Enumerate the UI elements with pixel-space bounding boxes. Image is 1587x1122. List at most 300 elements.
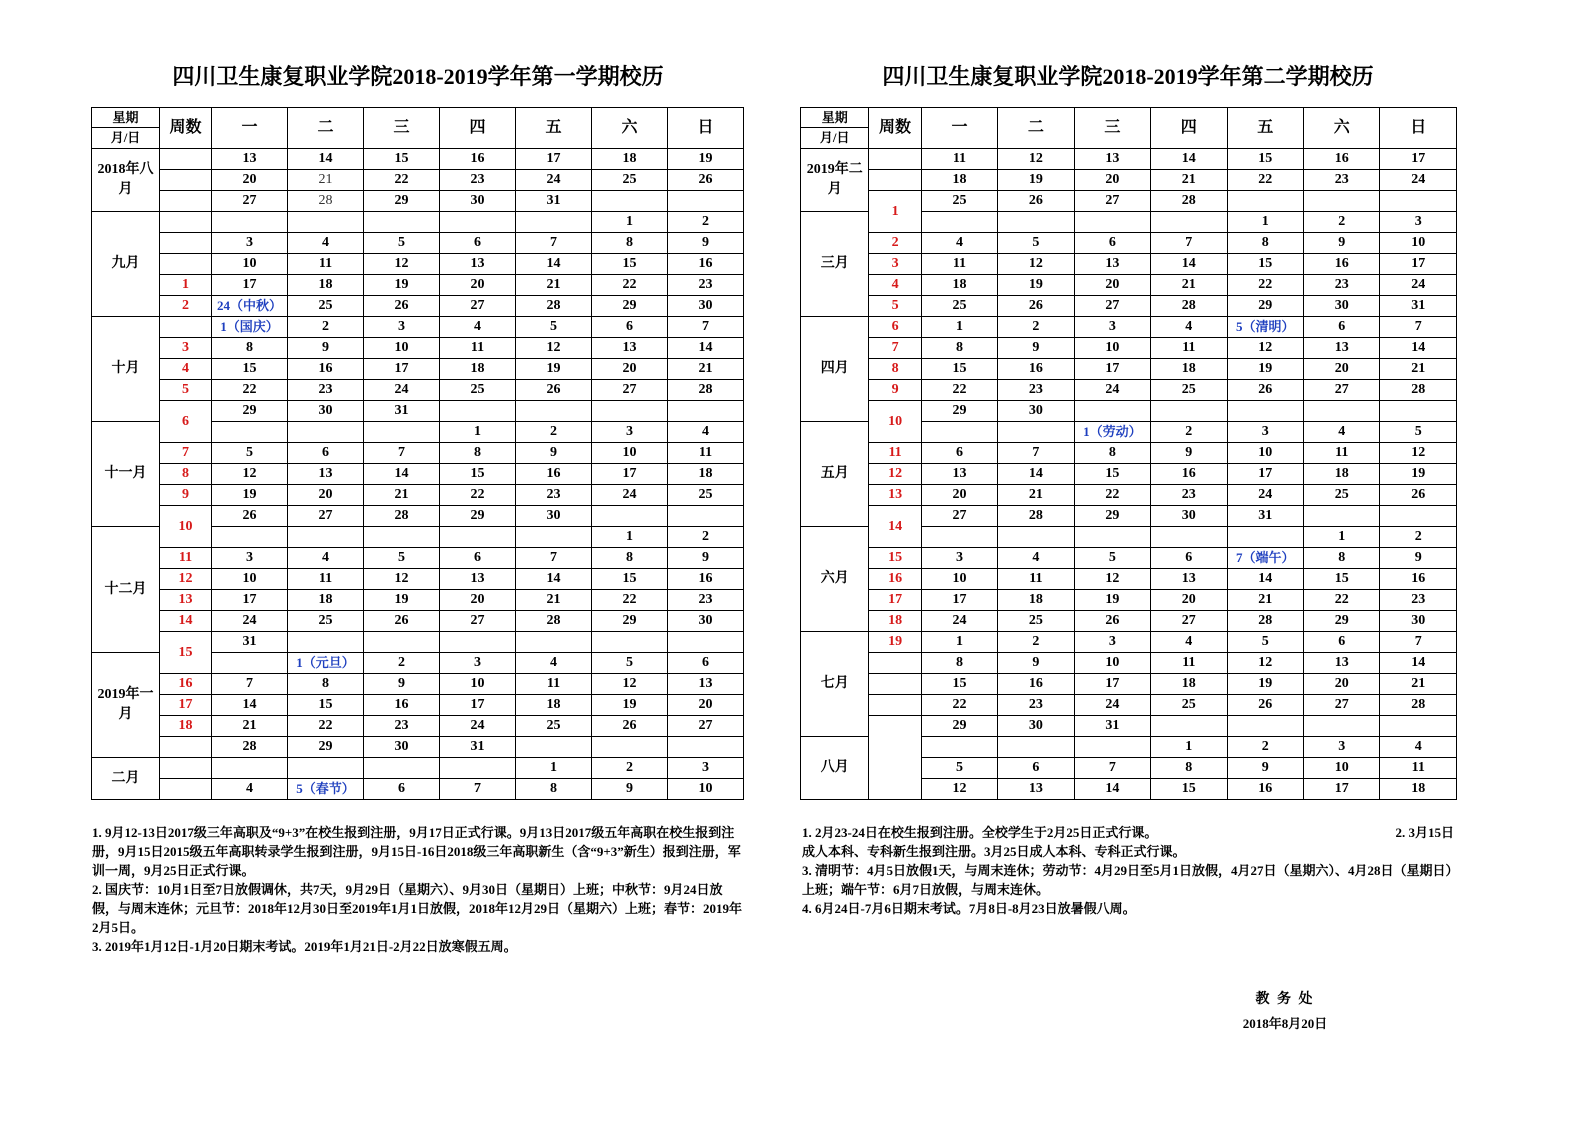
day-cell: 29 [921, 716, 997, 737]
week-row [92, 611, 744, 632]
week-row [92, 359, 744, 380]
day-cell: 23 [668, 275, 744, 296]
day-cell: 26 [592, 716, 668, 737]
day-cell: 11 [921, 149, 997, 170]
week-number: 8 [160, 464, 212, 485]
day-cell: 21 [668, 359, 744, 380]
note: 1. 9月12-13日2017级三年高职及“9+3”在校生报到注册，9月17日正式行课。9月13日2017级五年高职在校生报到注册，9月15日2015级五年高职转录学生报到注册，9月15日-16日2018级三年高职新生（含“9+3”新生）报到注册，军训一周，9月25日正式行课。 [92, 825, 741, 878]
note-text: 1. 2月23-24日在校生报到注册。全校学生于2月25日正式行课。 [802, 825, 1158, 840]
day-cell: 5 [364, 548, 440, 569]
day-cell: 24 [1227, 485, 1303, 506]
day-cell: 16 [1303, 254, 1379, 275]
week-number [869, 149, 921, 170]
day-cell: 7 [1380, 632, 1457, 653]
day-cell: 19 [668, 149, 744, 170]
day-cell: 25 [921, 296, 997, 317]
day-cell: 4 [1151, 632, 1227, 653]
day-cell: 17 [1227, 464, 1303, 485]
day-cell: 15 [1227, 254, 1303, 275]
week-number: 3 [869, 254, 921, 275]
week-number: 2 [160, 296, 212, 317]
day-cell: 17 [1074, 674, 1150, 695]
day-cell: 3 [364, 317, 440, 338]
day-cell: 20 [921, 485, 997, 506]
day-cell: 15 [212, 359, 288, 380]
day-cell: 14 [1074, 779, 1150, 800]
week-number: 15 [869, 548, 921, 569]
week-row [92, 758, 744, 779]
day-cell: 2 [998, 632, 1074, 653]
week-number: 13 [869, 485, 921, 506]
day-cell: 29 [364, 191, 440, 212]
week-row [92, 443, 744, 464]
day-cell: 20 [440, 590, 516, 611]
day-cell: 30 [288, 401, 364, 422]
day-cell: 30 [668, 296, 744, 317]
day-cell: 26 [1074, 611, 1150, 632]
day-cell: 18 [998, 590, 1074, 611]
day-cell: 26 [998, 296, 1074, 317]
day-cell [516, 212, 592, 233]
day-cell: 13 [212, 149, 288, 170]
day-cell: 6 [998, 758, 1074, 779]
day-cell: 5 [364, 233, 440, 254]
day-cell: 10 [921, 569, 997, 590]
day-cell [1303, 716, 1379, 737]
day-cell: 27 [288, 506, 364, 527]
day-cell: 18 [592, 149, 668, 170]
day-cell: 16 [1151, 464, 1227, 485]
week-number: 17 [869, 590, 921, 611]
day-cell [1303, 506, 1379, 527]
day-cell [668, 632, 744, 653]
day-cell: 5 [592, 653, 668, 674]
day-cell [1380, 716, 1457, 737]
day-cell: 20 [1074, 170, 1150, 191]
day-cell: 26 [1227, 380, 1303, 401]
day-cell: 28 [516, 296, 592, 317]
day-cell: 24 [212, 611, 288, 632]
day-cell: 18 [668, 464, 744, 485]
day-cell: 10 [364, 338, 440, 359]
day-cell: 26 [516, 380, 592, 401]
day-cell: 7 [1380, 317, 1457, 338]
day-cell: 11 [1380, 758, 1457, 779]
day-cell: 26 [364, 296, 440, 317]
day-cell: 28 [288, 191, 364, 212]
day-cell: 9 [1380, 548, 1457, 569]
day-cell: 19 [998, 275, 1074, 296]
day-cell: 6 [1303, 317, 1379, 338]
day-cell: 15 [921, 674, 997, 695]
day-cell: 1（国庆） [212, 317, 288, 338]
day-cell: 14 [1380, 338, 1457, 359]
week-number [160, 212, 212, 233]
week-number [160, 149, 212, 170]
day-cell: 7 [516, 548, 592, 569]
day-cell: 20 [592, 359, 668, 380]
day-cell: 25 [668, 485, 744, 506]
day-cell: 3 [212, 548, 288, 569]
day-cell: 18 [516, 695, 592, 716]
day-cell: 29 [592, 296, 668, 317]
issue-date: 2018年8月20日 [1242, 1016, 1328, 1031]
day-cell: 2 [668, 527, 744, 548]
day-cell: 16 [668, 254, 744, 275]
day-cell: 16 [668, 569, 744, 590]
day-cell: 1 [1227, 212, 1303, 233]
day-cell: 23 [1303, 170, 1379, 191]
day-cell: 28 [1227, 611, 1303, 632]
day-cell: 27 [440, 611, 516, 632]
week-number: 2 [869, 233, 921, 254]
day-cell: 8 [592, 233, 668, 254]
day-cell: 3 [592, 422, 668, 443]
day-cell: 13 [921, 464, 997, 485]
week-row [92, 779, 744, 800]
note: 2. 国庆节：10月1日至7日放假调休，共7天，9月29日（星期六）、9月30日（星期日）上班；中秋节：9月24日放假，与周末连休；元旦节：2018年12月30日至2019年1月1日放假，2018年12月29日（星期六）上班；春节：2019年2月5日。 [92, 882, 743, 935]
day-cell [1380, 401, 1457, 422]
day-cell [1227, 401, 1303, 422]
day-cell: 14 [516, 569, 592, 590]
day-cell: 5（春节） [288, 779, 364, 800]
day-cell: 4 [440, 317, 516, 338]
week-row [801, 170, 1457, 191]
day-cell: 27 [1151, 611, 1227, 632]
note-text: 2. 3月15日 [1395, 825, 1454, 840]
day-cell: 7 [364, 443, 440, 464]
day-cell: 13 [1303, 338, 1379, 359]
day-cell: 9 [288, 338, 364, 359]
week-row [92, 485, 744, 506]
day-cell: 15 [592, 254, 668, 275]
day-cell: 6 [668, 653, 744, 674]
day-cell: 27 [1074, 296, 1150, 317]
day-cell: 23 [1151, 485, 1227, 506]
day-cell: 17 [516, 149, 592, 170]
weekday-header: 一 [212, 108, 288, 149]
day-cell: 31 [516, 191, 592, 212]
day-cell: 27 [440, 296, 516, 317]
day-cell: 8 [1074, 443, 1150, 464]
day-cell: 25 [1151, 380, 1227, 401]
day-cell: 21 [364, 485, 440, 506]
week-row [92, 254, 744, 275]
day-cell: 2 [998, 317, 1074, 338]
week-row [801, 548, 1457, 569]
week-row [801, 191, 1457, 212]
week-number: 7 [160, 443, 212, 464]
day-cell: 9 [998, 338, 1074, 359]
day-cell: 7 [998, 443, 1074, 464]
week-row [801, 464, 1457, 485]
day-cell: 14 [998, 464, 1074, 485]
week-row [92, 170, 744, 191]
day-cell: 17 [1380, 254, 1457, 275]
day-cell: 4 [1380, 737, 1457, 758]
day-cell: 25 [921, 191, 997, 212]
week-row [801, 338, 1457, 359]
day-cell: 28 [212, 737, 288, 758]
day-cell: 15 [1074, 464, 1150, 485]
day-cell: 13 [1074, 254, 1150, 275]
day-cell: 5（清明） [1227, 317, 1303, 338]
day-cell: 12 [364, 569, 440, 590]
day-cell: 29 [1227, 296, 1303, 317]
day-cell: 31 [212, 632, 288, 653]
day-cell: 9 [364, 674, 440, 695]
day-cell: 11 [440, 338, 516, 359]
day-cell: 15 [921, 359, 997, 380]
day-cell: 18 [1151, 359, 1227, 380]
week-number: 7 [869, 338, 921, 359]
day-cell: 12 [1227, 653, 1303, 674]
day-cell: 14 [1227, 569, 1303, 590]
day-cell: 22 [1074, 485, 1150, 506]
day-cell: 14 [1151, 149, 1227, 170]
weekday-caption: 星期 [801, 108, 868, 128]
day-cell: 11 [921, 254, 997, 275]
month-label: 五月 [801, 422, 869, 527]
day-cell: 8 [921, 338, 997, 359]
day-cell: 22 [921, 380, 997, 401]
day-cell: 10 [592, 443, 668, 464]
semester2-calendar-table [800, 107, 1457, 800]
week-row [801, 317, 1457, 338]
week-number: 17 [160, 695, 212, 716]
day-cell: 16 [288, 359, 364, 380]
day-cell: 3 [668, 758, 744, 779]
day-cell: 22 [1227, 275, 1303, 296]
day-cell: 20 [1303, 674, 1379, 695]
day-cell: 9 [668, 548, 744, 569]
week-row [92, 380, 744, 401]
week-row [801, 359, 1457, 380]
day-cell: 27 [1303, 380, 1379, 401]
day-cell [1074, 401, 1150, 422]
day-cell: 22 [440, 485, 516, 506]
day-cell [592, 632, 668, 653]
week-number [160, 737, 212, 758]
day-cell: 19 [212, 485, 288, 506]
day-cell: 1 [921, 632, 997, 653]
day-cell: 4 [288, 233, 364, 254]
week-number: 19 [869, 632, 921, 653]
note: 3. 2019年1月12日-1月20日期末考试。2019年1月21日-2月22日放寒假五周。 [92, 939, 517, 954]
day-cell: 17 [592, 464, 668, 485]
day-cell: 7 [1151, 233, 1227, 254]
week-number [160, 758, 212, 779]
week-number: 10 [869, 401, 921, 443]
day-cell: 22 [288, 716, 364, 737]
day-cell: 3 [1303, 737, 1379, 758]
day-cell [1151, 716, 1227, 737]
day-cell: 20 [440, 275, 516, 296]
day-cell: 10 [1074, 338, 1150, 359]
day-cell: 17 [212, 275, 288, 296]
day-cell: 5 [1074, 548, 1150, 569]
day-cell: 24 [1074, 380, 1150, 401]
day-cell [921, 737, 997, 758]
day-cell [212, 527, 288, 548]
day-cell: 13 [592, 338, 668, 359]
day-cell: 12 [1227, 338, 1303, 359]
day-cell: 9 [516, 443, 592, 464]
day-cell: 27 [1074, 191, 1150, 212]
note: 3. 清明节：4月5日放假1天，与周末连休；劳动节：4月29日至5月1日放假，4月27日（星期六）、4月28日（星期日）上班；端午节：6月7日放假，与周末连休。 [802, 863, 1453, 897]
week-row [801, 149, 1457, 170]
day-cell: 12 [998, 254, 1074, 275]
week-row [801, 590, 1457, 611]
day-cell: 16 [998, 359, 1074, 380]
weekday-header: 日 [668, 108, 744, 149]
week-number [869, 695, 921, 716]
day-cell: 2 [1151, 422, 1227, 443]
day-cell [288, 212, 364, 233]
day-cell [1074, 527, 1150, 548]
day-cell: 17 [212, 590, 288, 611]
day-cell: 1 [1151, 737, 1227, 758]
day-cell: 11 [998, 569, 1074, 590]
day-cell: 16 [1380, 569, 1457, 590]
week-number: 13 [160, 590, 212, 611]
day-cell: 13 [1151, 569, 1227, 590]
week-row [92, 233, 744, 254]
week-number [869, 674, 921, 695]
week-number: 18 [160, 716, 212, 737]
day-cell [1151, 401, 1227, 422]
day-cell [364, 212, 440, 233]
week-number: 9 [869, 380, 921, 401]
day-cell: 23 [288, 380, 364, 401]
week-number [869, 716, 921, 800]
day-cell: 4 [921, 233, 997, 254]
day-cell: 23 [998, 380, 1074, 401]
weekday-header: 日 [1380, 108, 1457, 149]
day-cell: 18 [440, 359, 516, 380]
week-number: 5 [869, 296, 921, 317]
weekday-header: 四 [1151, 108, 1227, 149]
day-cell: 16 [516, 464, 592, 485]
day-cell [1151, 212, 1227, 233]
day-cell: 12 [364, 254, 440, 275]
week-row [801, 569, 1457, 590]
week-number: 12 [160, 569, 212, 590]
day-cell: 21 [1227, 590, 1303, 611]
day-cell: 11 [1151, 338, 1227, 359]
day-cell: 29 [1074, 506, 1150, 527]
day-cell: 3 [1380, 212, 1457, 233]
day-cell: 10 [1303, 758, 1379, 779]
week-row [92, 212, 744, 233]
day-cell: 7 [1074, 758, 1150, 779]
day-cell: 30 [668, 611, 744, 632]
day-cell [1380, 506, 1457, 527]
day-cell: 4 [212, 779, 288, 800]
day-cell: 19 [516, 359, 592, 380]
day-cell [592, 506, 668, 527]
day-cell: 7 [516, 233, 592, 254]
day-cell: 18 [921, 275, 997, 296]
day-cell: 20 [1074, 275, 1150, 296]
day-cell: 10 [440, 674, 516, 695]
day-cell: 1 [592, 212, 668, 233]
week-number: 8 [869, 359, 921, 380]
day-cell [921, 422, 997, 443]
week-number: 5 [160, 380, 212, 401]
day-cell [1227, 527, 1303, 548]
corner-header [92, 108, 160, 149]
day-cell: 7 [440, 779, 516, 800]
week-number: 1 [869, 191, 921, 233]
week-row [92, 716, 744, 737]
day-cell: 25 [998, 611, 1074, 632]
day-cell: 11 [668, 443, 744, 464]
day-cell: 24 [364, 380, 440, 401]
day-cell: 2 [364, 653, 440, 674]
day-cell: 21 [212, 716, 288, 737]
day-cell: 17 [440, 695, 516, 716]
day-cell [440, 758, 516, 779]
day-cell: 29 [1303, 611, 1379, 632]
day-cell: 3 [440, 653, 516, 674]
week-number: 9 [160, 485, 212, 506]
week-row [92, 674, 744, 695]
week-row [801, 443, 1457, 464]
day-cell: 27 [212, 191, 288, 212]
day-cell: 30 [1380, 611, 1457, 632]
day-cell: 5 [212, 443, 288, 464]
week-number [160, 317, 212, 338]
day-cell [998, 212, 1074, 233]
day-cell: 10 [212, 569, 288, 590]
day-cell: 28 [1151, 296, 1227, 317]
day-cell: 21 [1380, 359, 1457, 380]
day-cell: 1（劳动） [1074, 422, 1150, 443]
day-cell: 25 [1303, 485, 1379, 506]
day-cell: 20 [288, 485, 364, 506]
week-row [801, 233, 1457, 254]
day-cell: 19 [998, 170, 1074, 191]
weekday-header: 六 [592, 108, 668, 149]
day-cell: 6 [288, 443, 364, 464]
day-cell: 8 [516, 779, 592, 800]
day-cell: 24 [440, 716, 516, 737]
week-number: 11 [160, 548, 212, 569]
day-cell: 2 [668, 212, 744, 233]
day-cell: 8 [288, 674, 364, 695]
day-cell: 19 [592, 695, 668, 716]
day-cell [668, 737, 744, 758]
semester2-notes [802, 823, 1454, 918]
day-cell: 16 [440, 149, 516, 170]
month-label: 九月 [92, 212, 160, 317]
weekday-header: 二 [288, 108, 364, 149]
day-cell: 23 [440, 170, 516, 191]
weekday-header: 三 [364, 108, 440, 149]
week-number [160, 779, 212, 800]
day-cell: 9 [1151, 443, 1227, 464]
day-cell: 21 [516, 275, 592, 296]
day-cell: 29 [288, 737, 364, 758]
day-cell [516, 632, 592, 653]
week-row [801, 632, 1457, 653]
day-cell: 18 [1303, 464, 1379, 485]
day-cell: 4 [668, 422, 744, 443]
week-number: 11 [869, 443, 921, 464]
month-label: 十月 [92, 317, 160, 422]
day-cell [592, 191, 668, 212]
